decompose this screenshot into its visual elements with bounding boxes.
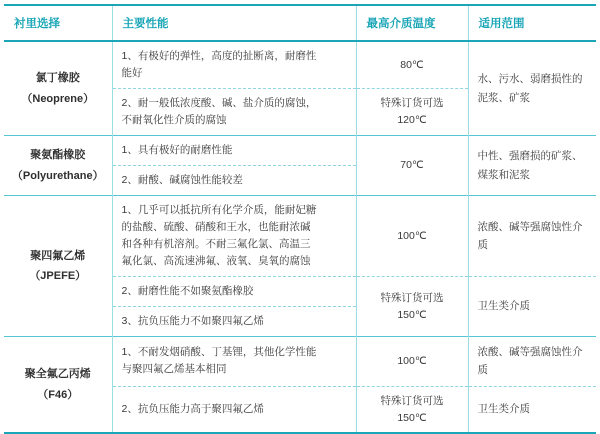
scope-line1: 水、污水、弱磨损性的 — [477, 73, 583, 86]
material-name-cell-f46 — [4, 337, 112, 434]
table-header — [4, 5, 596, 41]
material-name-line2: （Neoprene） — [21, 92, 95, 105]
property-cell — [112, 196, 356, 277]
scope-line2: 泥浆、矿浆 — [477, 91, 530, 104]
temperature-cell — [356, 41, 468, 89]
temperature-cell — [356, 386, 468, 433]
temperature-line1: 特殊订货可选 — [380, 291, 444, 304]
column-header-lining-selection: 衬里选择 — [4, 5, 112, 41]
temperature-cell — [356, 136, 468, 196]
temperature-line1: 特殊订货可选 — [380, 97, 444, 110]
property-cell — [112, 277, 356, 307]
property-line1: 3、抗负压能力不如聚四氟乙烯 — [121, 315, 264, 327]
scope-cell — [468, 277, 596, 337]
temperature-line1: 70℃ — [400, 159, 424, 172]
material-name-line1: 聚氨酯橡胶 — [30, 149, 86, 162]
scope-cell — [468, 196, 596, 277]
column-header-max-medium-temperature: 最高介质温度 — [356, 5, 468, 41]
lining-selection-table — [4, 4, 596, 434]
material-name-line1: 氯丁橡胶 — [35, 72, 80, 85]
temperature-cell — [356, 89, 468, 136]
property-cell — [112, 307, 356, 337]
material-name-line2: （Polyurethane） — [11, 169, 104, 182]
scope-cell — [468, 386, 596, 433]
temperature-line1: 特殊订货可选 — [380, 394, 444, 407]
temperature-cell — [356, 337, 468, 387]
scope-line2: 质 — [477, 239, 488, 251]
material-name-line2: （F46） — [37, 388, 79, 401]
scope-line1: 浓酸、碱等强腐蚀性介 — [477, 220, 583, 233]
temperature-line2: 150℃ — [397, 411, 427, 424]
property-line1: 1、具有极好的耐磨性能 — [121, 144, 233, 156]
material-name-cell-jpefe — [4, 196, 112, 337]
property-line1: 1、不耐发烟硝酸、丁基锂，其他化学性能 — [121, 346, 317, 359]
property-line1: 1、几乎可以抵抗所有化学介质，能耐妃糖 — [121, 204, 317, 216]
property-cell — [112, 386, 356, 433]
scope-line2: 煤浆和泥浆 — [477, 168, 530, 181]
material-name-line1: 聚全氟乙丙烯 — [24, 368, 91, 381]
property-cell — [112, 41, 356, 89]
scope-cell — [468, 136, 596, 196]
column-header-application-scope: 适用范围 — [468, 5, 596, 41]
property-line2: 不耐氧化性介质的腐蚀 — [121, 114, 227, 126]
property-cell — [112, 136, 356, 166]
scope-line2: 质 — [477, 364, 488, 377]
property-cell — [112, 337, 356, 387]
temperature-line1: 80℃ — [400, 58, 424, 71]
property-line1: 2、耐磨性能不如聚氨酯橡胶 — [121, 285, 254, 297]
temperature-line2: 120℃ — [397, 114, 427, 126]
property-line2: 能好 — [121, 67, 143, 79]
scope-line1: 卫生类介质 — [477, 403, 530, 416]
table-row — [4, 196, 596, 277]
scope-cell — [468, 41, 596, 136]
scope-line1: 浓酸、碱等强腐蚀性介 — [477, 346, 583, 358]
temperature-line1: 100℃ — [397, 354, 427, 367]
temperature-cell — [356, 196, 468, 277]
temperature-line1: 100℃ — [397, 229, 427, 242]
material-name-line1: 聚四氟乙烯 — [30, 249, 86, 262]
material-name-line2: （JPEFE） — [29, 270, 87, 282]
property-line2: 与聚四氟乙烯基本相同 — [121, 363, 227, 376]
temperature-cell — [356, 277, 468, 337]
material-name-cell-polyurethane — [4, 136, 112, 196]
property-cell — [112, 89, 356, 136]
property-line2: 的盐酸、硫酸、硝酸和王水，也能耐浓碱 — [121, 221, 311, 233]
property-line3: 和各种有机溶剂。不耐三氟化氯、高温三 — [121, 238, 311, 250]
property-cell — [112, 166, 356, 196]
property-line1: 1、有极好的弹性，高度的扯断离，耐磨性 — [121, 50, 317, 62]
table-row — [4, 41, 596, 89]
column-header-main-properties: 主要性能 — [112, 5, 356, 41]
property-line1: 2、抗负压能力高于聚四氟乙烯 — [121, 403, 264, 416]
table-row — [4, 136, 596, 166]
table-row — [4, 337, 596, 387]
property-line4: 氟化氯、高流速沸氟、液氧、臭氧的腐蚀 — [121, 255, 311, 267]
property-line1: 2、耐一般低浓度酸、碱、盐介质的腐蚀， — [121, 97, 317, 109]
material-name-cell-neoprene — [4, 41, 112, 136]
property-line1: 2、耐酸、碱腐蚀性能较差 — [121, 174, 243, 186]
temperature-line2: 150℃ — [397, 308, 427, 321]
scope-line1: 中性、强磨损的矿浆、 — [477, 150, 583, 163]
scope-line1: 卫生类介质 — [477, 300, 530, 313]
table-header-row — [4, 5, 596, 41]
scope-cell — [468, 337, 596, 387]
table-body — [4, 41, 596, 433]
